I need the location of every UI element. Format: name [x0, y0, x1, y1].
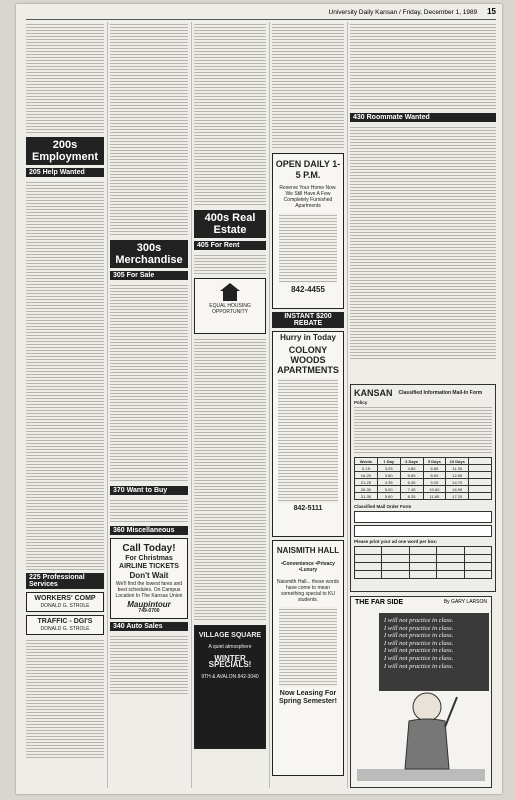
section-header-professional: 225 Professional Services [26, 573, 104, 589]
equal-housing-ad [194, 278, 266, 334]
rate-table-cell: 3.25 [378, 465, 401, 472]
rate-table-cell: 6.45 [401, 479, 424, 486]
roommate-listings [350, 125, 496, 360]
far-side-title: THE FAR SIDE [355, 599, 404, 606]
chalkboard-line: I will not practice in class. [384, 632, 454, 640]
rate-table-cell [469, 472, 492, 479]
section-header-real-estate: 400s Real Estate [194, 210, 266, 238]
equal-housing-text: EQUAL HOUSING OPPORTUNITY [209, 303, 251, 315]
call-today-subtitle: For Christmas AIRLINE TICKETS [119, 555, 179, 570]
section-header-employment: 200s Employment [26, 137, 104, 165]
village-square-ad [194, 625, 266, 749]
help-wanted-listings [26, 180, 104, 570]
rate-table-cell: 5.00 [378, 486, 401, 493]
call-today-body: We'll find the lowest fares and best schedules. On Campus Location In The Kansas Union [115, 581, 183, 599]
running-title: University Daily Kansan / Friday, December 1, 1989 [328, 9, 478, 16]
rate-table-cell: 0-15 [355, 465, 378, 472]
chalkboard-line: I will not practice in class. [384, 647, 454, 655]
naismith-details [279, 607, 337, 687]
rate-table-header: 1 Day [378, 458, 401, 465]
word-box[interactable] [355, 547, 382, 555]
word-box[interactable] [382, 571, 409, 579]
word-box[interactable] [410, 547, 437, 555]
section-header-help-wanted: 205 Help Wanted [26, 168, 104, 177]
colony-woods-amenities [278, 378, 338, 503]
call-today-title: Call Today! [122, 543, 176, 554]
floor [357, 769, 485, 781]
rate-table-header: 3 Days [401, 458, 424, 465]
open-daily-details [279, 213, 337, 283]
chalkboard-line: I will not practice in class. [384, 639, 454, 647]
newspaper-page [16, 4, 502, 794]
village-square-title: VILLAGE SQUARE [198, 632, 262, 639]
column-4 [272, 22, 344, 788]
colony-woods-phone: 842-5111 [293, 505, 323, 512]
rate-table-cell: 12.85 [446, 472, 469, 479]
word-box[interactable] [382, 547, 409, 555]
open-daily-subtitle: Reserve Your Home Now. We Still Have A Few Completely Furnished Apartments [279, 185, 337, 209]
rate-table-cell: 9.20 [424, 479, 447, 486]
section-header-for-sale: 305 For Sale [110, 271, 188, 280]
policy-text [354, 405, 492, 455]
section-header-merchandise: 300s Merchandise [110, 240, 188, 268]
airline-tickets-ad [110, 538, 188, 619]
listings-block [350, 22, 496, 110]
rate-table-cell: 4.80 [401, 465, 424, 472]
classified-mail-in-form [350, 384, 496, 592]
name-field[interactable] [354, 511, 492, 523]
rate-table-cell: 31-35 [355, 493, 378, 500]
naismith-leasing: Now Leasing For Spring Semester! [279, 690, 337, 705]
naismith-title: NAISMITH HALL [276, 546, 340, 555]
rate-table-cell [469, 493, 492, 500]
column-1 [26, 22, 104, 788]
section-header-want-to-buy: 370 Want to Buy [110, 486, 188, 495]
traffic-name: DONALD G. STROLE [40, 626, 90, 632]
open-daily-phone: 842-4455 [291, 285, 325, 294]
section-header-roommate: 430 Roommate Wanted [350, 113, 496, 122]
print-instruction: Please print your ad one word per box: [354, 539, 438, 544]
rate-table-cell: 11.35 [446, 465, 469, 472]
rate-table-cell: 8.00 [424, 472, 447, 479]
kansan-logo: KANSAN [354, 388, 393, 398]
maupintour-phone: 749-0700 [138, 608, 160, 614]
character-arm [445, 697, 457, 727]
workers-comp-title: WORKERS' COMP [34, 595, 96, 602]
classified-text-block [26, 22, 104, 134]
word-box[interactable] [355, 563, 382, 571]
cartoon-header [351, 597, 491, 608]
character-body [405, 719, 449, 769]
workers-comp-ad [26, 592, 104, 612]
word-box[interactable] [355, 555, 382, 563]
section-header-misc: 360 Miscellaneous [110, 526, 188, 535]
for-sale-listings [110, 283, 188, 483]
listings-block [272, 22, 344, 150]
rate-table-cell: 3.80 [378, 472, 401, 479]
colony-woods-title: COLONY WOODS APARTMENTS [277, 345, 339, 375]
rate-table-cell: 17.20 [446, 493, 469, 500]
rate-table-header: 10 Days [446, 458, 469, 465]
word-box[interactable] [410, 563, 437, 571]
open-daily-ad [272, 153, 344, 309]
cartoon-drawing [357, 677, 485, 781]
rate-table-header: Words [355, 458, 378, 465]
word-box[interactable] [437, 571, 464, 579]
rate-table-cell: 7.45 [401, 486, 424, 493]
far-side-cartoon [350, 596, 492, 788]
word-box[interactable] [382, 555, 409, 563]
word-box[interactable] [465, 547, 492, 555]
naismith-body: Naismith Hall... these words have come to mean something special to KU students. [277, 579, 339, 603]
chalkboard-line: I will not practice in class. [384, 617, 454, 624]
naismith-features: •Convenience •Privacy •Luxury [281, 561, 335, 573]
rate-table-cell [469, 479, 492, 486]
section-header-auto: 340 Auto Sales [110, 622, 188, 631]
rate-table [354, 457, 492, 500]
address-field[interactable] [354, 525, 492, 537]
colony-woods-hurry: Hurry in Today [280, 333, 336, 342]
chalkboard-line: I will not practice in class. [384, 624, 454, 632]
rebate-banner: INSTANT $200 REBATE [272, 312, 344, 328]
word-box[interactable] [465, 571, 492, 579]
for-rent-listings [194, 253, 266, 275]
rate-table-cell: 10.60 [424, 486, 447, 493]
rate-table-cell: 11.85 [424, 493, 447, 500]
section-header-for-rent: 405 For Rent [194, 241, 266, 250]
word-box[interactable] [382, 563, 409, 571]
column-rule [191, 22, 192, 788]
auto-listings [110, 634, 188, 694]
rate-table-header: 5 Days [424, 458, 447, 465]
character-head [413, 693, 441, 721]
header-rule [26, 19, 496, 20]
word-box[interactable] [355, 571, 382, 579]
winter-specials-text: WINTER SPECIALS! [208, 654, 252, 669]
maupintour-logo: Maupintour [127, 600, 171, 609]
form-subtitle: Classified Information Mail-In Form [398, 390, 483, 396]
listings-block [194, 512, 266, 622]
rate-table-cell [469, 486, 492, 493]
rate-table-cell [469, 465, 492, 472]
word-box-grid [354, 546, 492, 579]
page-number: 15 [487, 7, 496, 16]
rate-table-cell: 4.35 [378, 479, 401, 486]
column-3 [194, 22, 266, 788]
column-5 [350, 22, 496, 382]
column-rule [107, 22, 108, 788]
rate-table-cell: 16.95 [446, 486, 469, 493]
chalkboard-line: I will not practice in class. [384, 654, 454, 662]
column-rule [269, 22, 270, 788]
house-icon [220, 283, 240, 301]
chalkboard-line: I will not practice in class. [384, 662, 454, 670]
rate-table-cell: 14.70 [446, 479, 469, 486]
listings-block [194, 22, 266, 207]
rate-table-cell: 8.35 [401, 493, 424, 500]
for-rent-listings [194, 337, 266, 512]
rate-table-header [469, 458, 492, 465]
colony-woods-ad [272, 331, 344, 537]
dont-wait-text: Don't Wait [129, 571, 169, 580]
workers-comp-name: DONALD G. STROLE [40, 603, 90, 609]
far-side-author: By GARY LARSON [443, 599, 487, 605]
rate-table-cell: 6.85 [424, 465, 447, 472]
policy-heading: Policy [354, 400, 368, 405]
village-square-tagline: A quiet atmosphere [208, 644, 252, 650]
listings-block [110, 22, 188, 237]
want-to-buy-listings [110, 498, 188, 523]
village-square-phone: 9TH & AVALON 842-3040 [201, 674, 259, 680]
naismith-hall-ad [272, 540, 344, 776]
word-box[interactable] [437, 563, 464, 571]
running-head [26, 7, 496, 19]
rate-table-cell: 5.65 [401, 472, 424, 479]
column-2 [110, 22, 188, 788]
word-box[interactable] [437, 547, 464, 555]
open-daily-title: OPEN DAILY 1-5 P.M. [275, 159, 341, 180]
word-box[interactable] [437, 555, 464, 563]
services-listings [26, 638, 104, 758]
traffic-title: TRAFFIC - DGI'S [37, 618, 93, 625]
word-box[interactable] [465, 563, 492, 571]
mail-order-heading: Classified Mail Order Form [354, 504, 412, 509]
word-box[interactable] [410, 555, 437, 563]
column-rule [347, 22, 348, 788]
rate-table-cell: 26-30 [355, 486, 378, 493]
word-box[interactable] [465, 555, 492, 563]
word-box[interactable] [410, 571, 437, 579]
rate-table-cell: 5.60 [378, 493, 401, 500]
rate-table-cell: 21-25 [355, 479, 378, 486]
traffic-ad [26, 615, 104, 635]
rate-table-cell: 16-20 [355, 472, 378, 479]
